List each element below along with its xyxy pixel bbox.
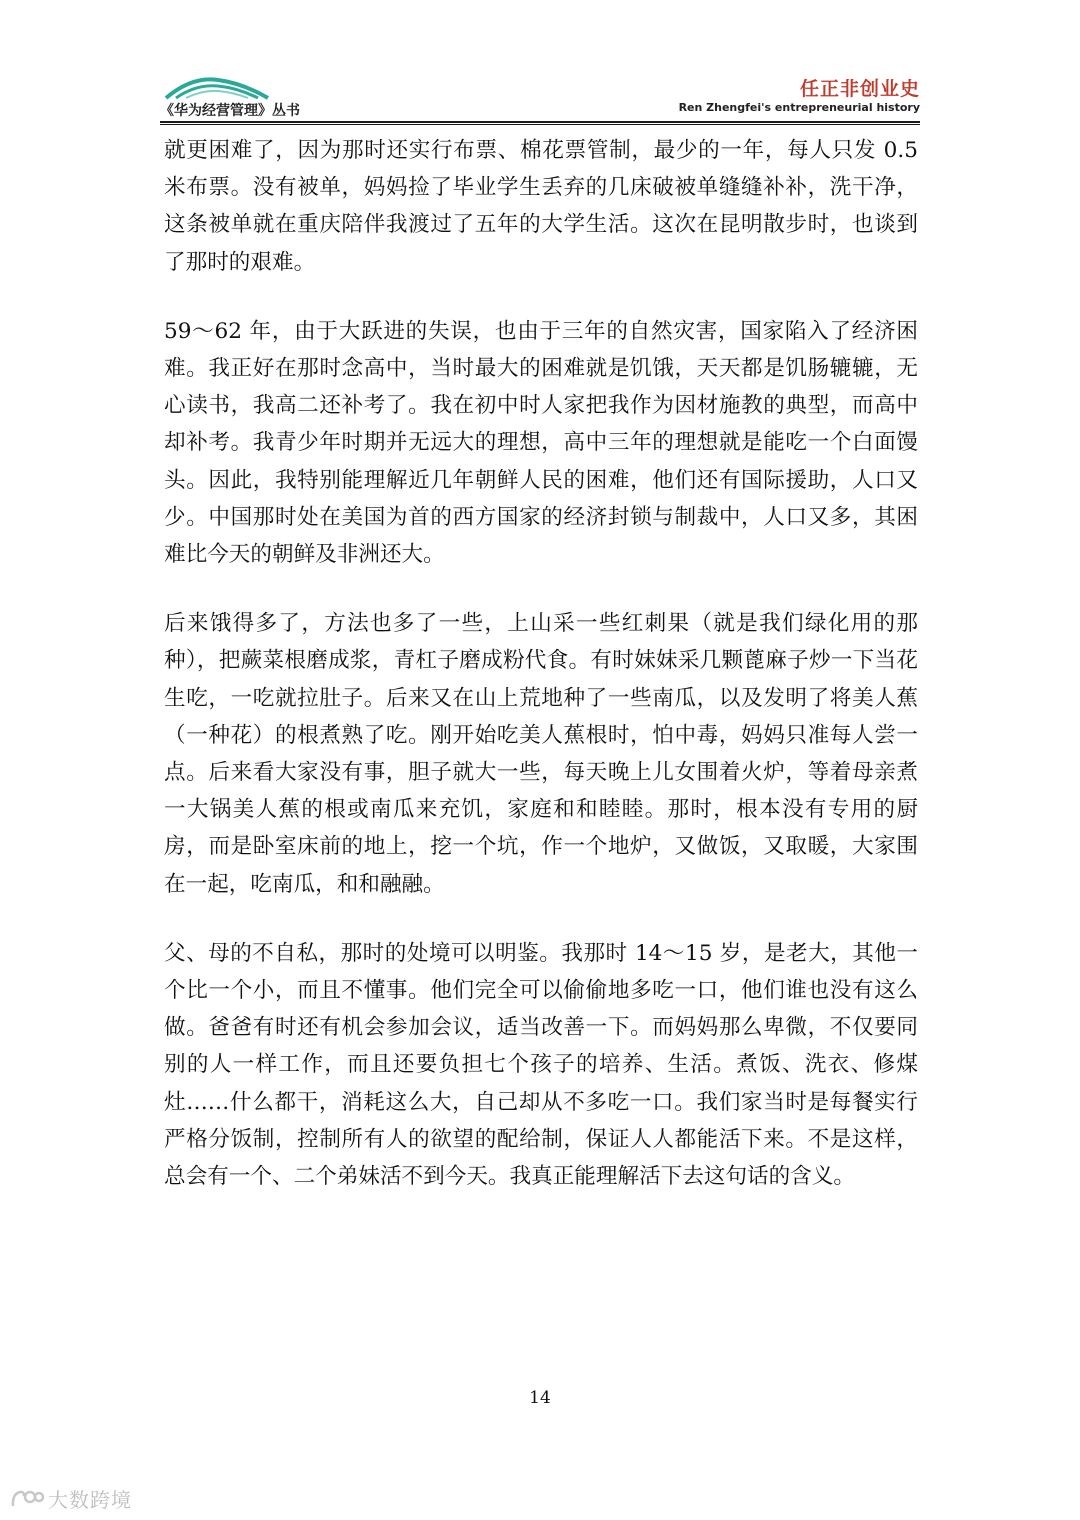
watermark-text: 大数跨境: [48, 1488, 132, 1512]
header-rule: [160, 121, 920, 123]
page-header: [160, 70, 920, 122]
header-rule-thin: [160, 124, 920, 125]
watermark: [10, 1484, 132, 1513]
book-series-logo-icon: [162, 74, 272, 102]
brand-title: 任正非创业史: [799, 78, 920, 100]
paragraph: 59～62 年，由于大跃进的失误，也由于三年的自然灾害，国家陷入了经济困难。我正好在那时念高中，当时最大的困难就是饥饿，天天都是饥肠辘辘，无心读书，我高二还补考了。我在初中时人家把我作为因材施教的典型，而高中却补考。我青少年时期并无远大的理想，高中三年的理想就是能吃一个白面馒头。因此，我特别能理解近几年朝鲜人民的困难，他们还有国际援助，人口又少。中国那时处在美国为首的西方国家的经济封锁与制裁中，人口又多，其困难比今天的朝鲜及非洲还大。: [164, 318, 918, 568]
page-number: 14: [529, 1388, 551, 1408]
paragraph: 父、母的不自私，那时的处境可以明鉴。我那时 14～15 岁，是老大，其他一个比一个小，而且不懂事。他们完全可以偷偷地多吃一口，他们谁也没有这么做。爸爸有时还有机会参加会议，适当改善一下。而妈妈那么卑微，不仅要同别的人一样工作，而且还要负担七个孩子的培养、生活。煮饭、洗衣、修煤灶……什么都干，消耗这么大，自己却从不多吃一口。我们家当时是每餐实行严格分饭制，控制所有人的欲望的配给制，保证人人都能活下来。不是这样，总会有一个、二个弟妹活不到今天。我真正能理解活下去这句话的含义。: [164, 940, 918, 1190]
brand-subtitle: Ren Zhengfei's entrepreneurial history: [678, 101, 920, 114]
paragraph: 就更困难了，因为那时还实行布票、棉花票管制，最少的一年，每人只发 0.5 米布票。没有被单，妈妈捡了毕业学生丢弃的几床破被单缝缝补补，洗干净，这条被单就在重庆陪伴我渡过了五年的大学生活。这次在昆明散步时，也谈到了那时的艰难。: [164, 138, 918, 275]
body-text: [164, 132, 918, 1227]
series-title: 《华为经营管理》丛书: [160, 103, 300, 119]
paragraph: 后来饿得多了，方法也多了一些，上山采一些红刺果（就是我们绿化用的那种），把蕨菜根磨成浆，青杠子磨成粉代食。有时妹妹采几颗蓖麻子炒一下当花生吃，一吃就拉肚子。后来又在山上荒地种了一些南瓜，以及发明了将美人蕉（一种花）的根煮熟了吃。刚开始吃美人蕉根时，怕中毒，妈妈只准每人尝一点。后来看大家没有事，胆子就大一些，每天晚上儿女围着火炉，等着母亲煮一大锅美人蕉的根或南瓜来充饥，家庭和和睦睦。那时，根本没有专用的厨房，而是卧室床前的地上，挖一个坑，作一个地炉，又做饭，又取暖，大家围在一起，吃南瓜，和和融融。: [164, 611, 918, 897]
watermark-logo-icon: [10, 1488, 44, 1510]
brand-block: [679, 78, 920, 116]
